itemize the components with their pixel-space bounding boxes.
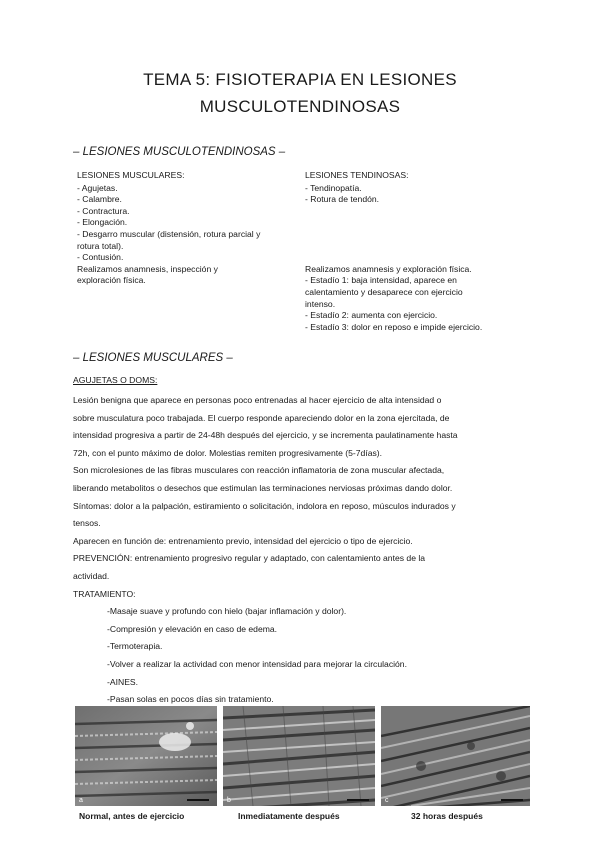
list-item: - Agujetas.: [77, 182, 118, 193]
muscular-lesions-heading: LESIONES MUSCULARES:: [77, 170, 185, 180]
list-item: rotura total).: [77, 240, 124, 251]
list-item: - Tendinopatía.: [305, 182, 362, 193]
tendon-note-line: intenso.: [305, 298, 336, 309]
body-line: actividad.: [73, 570, 110, 581]
body-line: liberando metabolitos o desechos que estimulan las terminaciones nerviosas próximas dando dolor.: [73, 482, 453, 493]
muscular-note-line: Realizamos anamnesis, inspección y: [77, 263, 218, 274]
section-heading-musculares: – LESIONES MUSCULARES –: [73, 352, 233, 364]
micrograph-32-hours-after: [381, 706, 530, 806]
column-muscular-lesions: [77, 170, 297, 287]
body-line: 72h, con el punto máximo de dolor. Molestias remiten progresivamente (5-7días).: [73, 447, 383, 458]
figure-captions: [75, 811, 530, 825]
tendon-note-line: - Estadío 3: dolor en reposo e impide ejercicio.: [305, 321, 483, 332]
title-line-2: MUSCULOTENDINOSAS: [199, 97, 401, 116]
agujetas-subheading: AGUJETAS O DOMS:: [73, 375, 158, 385]
column-tendon-lesions: [305, 170, 525, 333]
agujetas-body: [73, 392, 533, 709]
muscle-micrograph-figure: [75, 706, 530, 806]
treatment-item: -Volver a realizar la actividad con menor intensidad para mejorar la circulación.: [107, 658, 407, 669]
tendon-lesions-heading: LESIONES TENDINOSAS:: [305, 170, 409, 180]
section-heading-musculotendinosas: – LESIONES MUSCULOTENDINOSAS –: [73, 146, 286, 158]
panel-label-b: b: [227, 797, 231, 804]
tendon-note-line: Realizamos anamnesis y exploración física.: [305, 263, 472, 274]
body-line: Lesión benigna que aparece en personas poco entrenadas al hacer ejercicio de alta intensidad o: [73, 395, 442, 405]
body-line: PREVENCIÓN: entrenamiento progresivo regular y adaptado, con calentamiento antes de la: [73, 553, 426, 564]
body-line: sobre musculatura poco trabajada. El cuerpo responde apareciendo dolor en la zona ejercitada, de: [73, 412, 450, 423]
title-line-1: TEMA 5: FISIOTERAPIA EN LESIONES: [143, 70, 457, 89]
tendon-note-line: - Estadío 2: aumenta con ejercicio.: [305, 310, 438, 321]
panel-label-c: c: [385, 797, 389, 804]
micrograph-normal: [75, 706, 217, 806]
list-item: - Rotura de tendón.: [305, 194, 380, 205]
list-item: - Elongación.: [77, 217, 128, 228]
caption-normal: Normal, antes de ejercicio: [79, 811, 185, 821]
list-item: - Contractura.: [77, 205, 130, 216]
panel-label-a: a: [79, 797, 83, 804]
treatment-item: -Pasan solas en pocos días sin tratamiento.: [107, 694, 274, 705]
treatment-item: -Compresión y elevación en caso de edema.: [107, 623, 278, 634]
body-line: Síntomas: dolor a la palpación, estiramiento o solicitación, indolora en reposo, músculos indurados y: [73, 500, 456, 511]
treatment-item: -AINES.: [107, 676, 139, 687]
treatment-heading: TRATAMIENTO:: [73, 588, 136, 599]
page-title: [0, 66, 600, 120]
muscular-note-line: exploración física.: [77, 275, 146, 286]
tendon-note-line: calentamiento y desaparece con ejercicio: [305, 286, 463, 297]
caption-32-hours-after: 32 horas después: [411, 811, 483, 821]
micrograph-immediately-after: [223, 706, 375, 806]
body-line: Aparecen en función de: entrenamiento previo, intensidad del ejercicio o tipo de ejercicio.: [73, 535, 413, 546]
body-line: Son microlesiones de las fibras musculares con reacción inflamatoria de zona muscular afectada,: [73, 465, 445, 476]
tendon-note-line: - Estadío 1: baja intensidad, aparece en: [305, 275, 457, 286]
list-item: - Calambre.: [77, 194, 122, 205]
list-item: - Contusión.: [77, 252, 124, 263]
body-line: tensos.: [73, 518, 101, 529]
body-line: intensidad progresiva a partir de 24-48h después del ejercicio, y se incrementa paulatinamente hasta: [73, 430, 458, 441]
treatment-item: -Termoterapia.: [107, 641, 163, 652]
treatment-item: -Masaje suave y profundo con hielo (bajar inflamación y dolor).: [107, 606, 347, 617]
caption-immediately-after: Inmediatamente después: [238, 811, 340, 821]
list-item: - Desgarro muscular (distensión, rotura parcial y: [77, 228, 261, 239]
